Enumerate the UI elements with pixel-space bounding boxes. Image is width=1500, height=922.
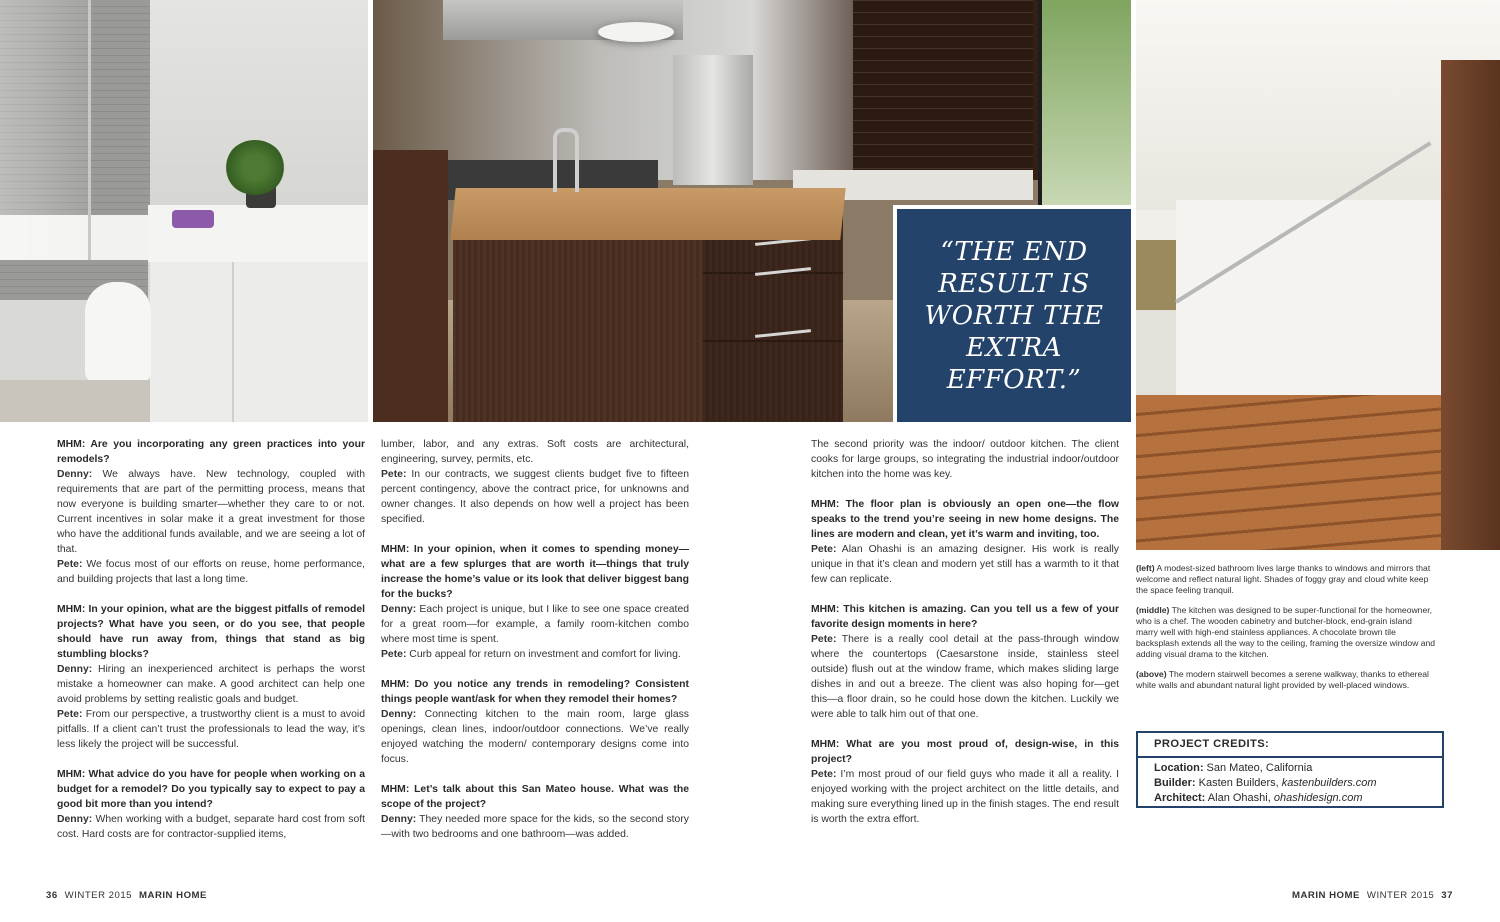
answer-text: Alan Ohashi is an amazing designer. His work is really unique in that it’s clean and modern yet still has a warmth to it that few can replicate. — [811, 544, 1119, 585]
answer-text: They needed more space for the kids, so the second story—with two bedrooms and one bathroom—was added. — [381, 814, 689, 840]
interview-question: MHM: In your opinion, what are the biggest pitfalls of remodel projects? What have you seen, or do you see, that people should have run away from, things that stand as big stumbling blocks? — [57, 604, 365, 660]
page-number: 37 — [1441, 890, 1453, 901]
speaker-name: Pete: — [811, 634, 837, 645]
speaker-name: Pete: — [811, 544, 837, 555]
credit-label: Architect: — [1154, 792, 1206, 804]
issue-season: WINTER 2015 — [1366, 890, 1435, 901]
credit-architect — [1154, 791, 1363, 806]
speaker-name: Pete: — [57, 709, 83, 720]
answer-text: Hiring an inexperienced architect is perhaps the worst mistake a homeowner can make. A good architect can help one avoid problems by setting realistic goals and budget. — [57, 664, 365, 705]
project-credits-title: PROJECT CREDITS: — [1154, 738, 1270, 750]
credit-value: San Mateo, California — [1203, 762, 1313, 774]
issue-season: WINTER 2015 — [64, 890, 133, 901]
speaker-name: Denny: — [57, 814, 93, 825]
answer-text: Each project is unique, but I like to see one space created for a great room—for example, a family room-kitchen combo where most time is spent. — [381, 604, 689, 645]
speaker-name: Denny: — [381, 604, 417, 615]
interview-question: MHM: In your opinion, when it comes to spending money—what are a few splurges that are worth it—things that truly increase the home’s value or its look that deliver biggest bang for the bucks? — [381, 544, 689, 600]
caption — [1136, 605, 1436, 660]
speaker-name: Denny: — [57, 664, 93, 675]
article-column-3 — [811, 437, 1119, 842]
credit-value: Kasten Builders, — [1195, 777, 1282, 789]
answer-text: From our perspective, a trustworthy client is a must to avoid pitfalls. If a client can’t trust the professionals to lead the way, it’s less likely the project will be successful. — [57, 709, 365, 750]
speaker-name: Pete: — [381, 649, 407, 660]
speaker-name: Pete: — [57, 559, 83, 570]
interview-paragraph — [811, 497, 1119, 587]
builder-website-link[interactable]: kastenbuilders.com — [1281, 777, 1377, 789]
interview-question: MHM: This kitchen is amazing. Can you tell us a few of your favorite design moments in here? — [811, 604, 1119, 630]
interview-question: MHM: The floor plan is obviously an open one—the flow speaks to the trend you’re seeing in new home designs. The lines are modern and clean, yet it’s warm and inviting, too. — [811, 499, 1119, 540]
magazine-name: MARIN HOME — [1292, 890, 1360, 901]
answer-text: We always have. New technology, coupled with requirements that are part of the permitting process, means that now everyone is building smarter—whether they care to or not. Current incentives in solar make it a great investment for those who have the additional funds available, and we are seeing a lot of that. — [57, 469, 365, 555]
interview-paragraph — [381, 542, 689, 662]
article-column-2 — [381, 437, 689, 857]
interview-paragraph — [811, 737, 1119, 827]
interview-paragraph — [57, 602, 365, 752]
interview-question: MHM: Let’s talk about this San Mateo house. What was the scope of the project? — [381, 784, 689, 810]
interview-paragraph — [811, 437, 1119, 482]
caption — [1136, 563, 1436, 596]
answer-text: I’m most proud of our field guys who made it all a reality. I enjoyed working with the project architect on the little details, and making sure everything lined up in the finish stages. The end result is worth the extra effort. — [811, 769, 1119, 825]
project-credits-box — [1136, 731, 1444, 808]
speaker-name: Denny: — [381, 814, 417, 825]
bathroom-photo — [0, 0, 368, 422]
article-column-1 — [57, 437, 365, 857]
credit-label: Builder: — [1154, 777, 1196, 789]
speaker-name: Denny: — [381, 709, 417, 720]
answer-text: The second priority was the indoor/ outdoor kitchen. The client cooks for large groups, so integrating the industrial indoor/outdoor kitchen into the home was key. — [811, 439, 1119, 480]
speaker-name: Denny: — [57, 469, 93, 480]
interview-question: MHM: Are you incorporating any green practices into your remodels? — [57, 439, 365, 465]
caption-position-tag: (left) — [1136, 563, 1155, 573]
caption-position-tag: (middle) — [1136, 605, 1170, 615]
interview-paragraph — [811, 602, 1119, 722]
interview-paragraph — [381, 677, 689, 767]
interview-paragraph — [57, 437, 365, 587]
pull-quote — [893, 205, 1131, 422]
speaker-name: Pete: — [811, 769, 837, 780]
magazine-name: MARIN HOME — [139, 890, 207, 901]
credit-builder — [1154, 776, 1377, 791]
speaker-name: Pete: — [381, 469, 407, 480]
answer-text: Curb appeal for return on investment and comfort for living. — [406, 649, 681, 660]
interview-paragraph — [381, 437, 689, 527]
pull-quote-text: “THE END RESULT IS WORTH THE EXTRA EFFORT.” — [924, 236, 1104, 395]
credit-value: Alan Ohashi, — [1205, 792, 1274, 804]
footer-left — [46, 890, 207, 901]
caption-text: The modern stairwell becomes a serene walkway, thanks to ethereal white walls and abundant natural light provided by well-placed windows. — [1136, 669, 1429, 690]
answer-text: Connecting kitchen to the main room, large glass openings, clean lines, indoor/outdoor connections. We’ve really enjoyed watching the modern/ contemporary designs come into focus. — [381, 709, 689, 765]
caption-position-tag: (above) — [1136, 669, 1167, 679]
answer-text: In our contracts, we suggest clients budget five to fifteen percent contingency, above the contract price, for unknowns and owner changes. It also depends on how well a project has been specified. — [381, 469, 689, 525]
interview-question: MHM: What are you most proud of, design-wise, in this project? — [811, 739, 1119, 765]
interview-paragraph — [381, 782, 689, 842]
credit-label: Location: — [1154, 762, 1204, 774]
interview-question: MHM: Do you notice any trends in remodeling? Consistent things people want/ask for when they remodel their homes? — [381, 679, 689, 705]
caption-text: The kitchen was designed to be super-functional for the homeowner, who is a chef. The wooden cabinetry and butcher-block, end-grain island marry well with high-end stainless appliances. A chocolate brown tile backsplash extends all the way to the ceiling, framing the oversize window and adding visual drama to the kitchen. — [1136, 605, 1436, 659]
interview-question: MHM: What advice do you have for people when working on a budget for a remodel? Do you typically say to expect to pay a good bit more than you intend? — [57, 769, 365, 810]
divider — [1138, 756, 1442, 758]
answer-text: lumber, labor, and any extras. Soft costs are architectural, engineering, survey, permits, etc. — [381, 439, 689, 465]
credit-location — [1154, 761, 1312, 776]
architect-website-link[interactable]: ohashidesign.com — [1273, 792, 1363, 804]
caption-text: A modest-sized bathroom lives large thanks to windows and mirrors that welcome and reflect natural light. Shades of foggy gray and cloud white keep the space feeling tranquil. — [1136, 563, 1431, 595]
page-number: 36 — [46, 890, 58, 901]
answer-text: There is a really cool detail at the pass-through window where the countertops (Caesarstone inside, stainless steel outside) flush out at the window frame, which makes sliding large dishes in and out a breeze. The client was also hoping for—get this—a floor drain, so he could hose down the kitchen. Luckily we were able to talk him out of that one. — [811, 634, 1119, 720]
answer-text: We focus most of our efforts on reuse, home performance, and building projects that last a long time. — [57, 559, 365, 585]
footer-right — [1292, 890, 1453, 901]
stairwell-photo — [1136, 0, 1500, 550]
interview-paragraph — [57, 767, 365, 842]
caption — [1136, 669, 1436, 691]
photo-captions — [1136, 563, 1436, 700]
answer-text: When working with a budget, separate hard cost from soft cost. Hard costs are for contractor-supplied items, — [57, 814, 365, 840]
